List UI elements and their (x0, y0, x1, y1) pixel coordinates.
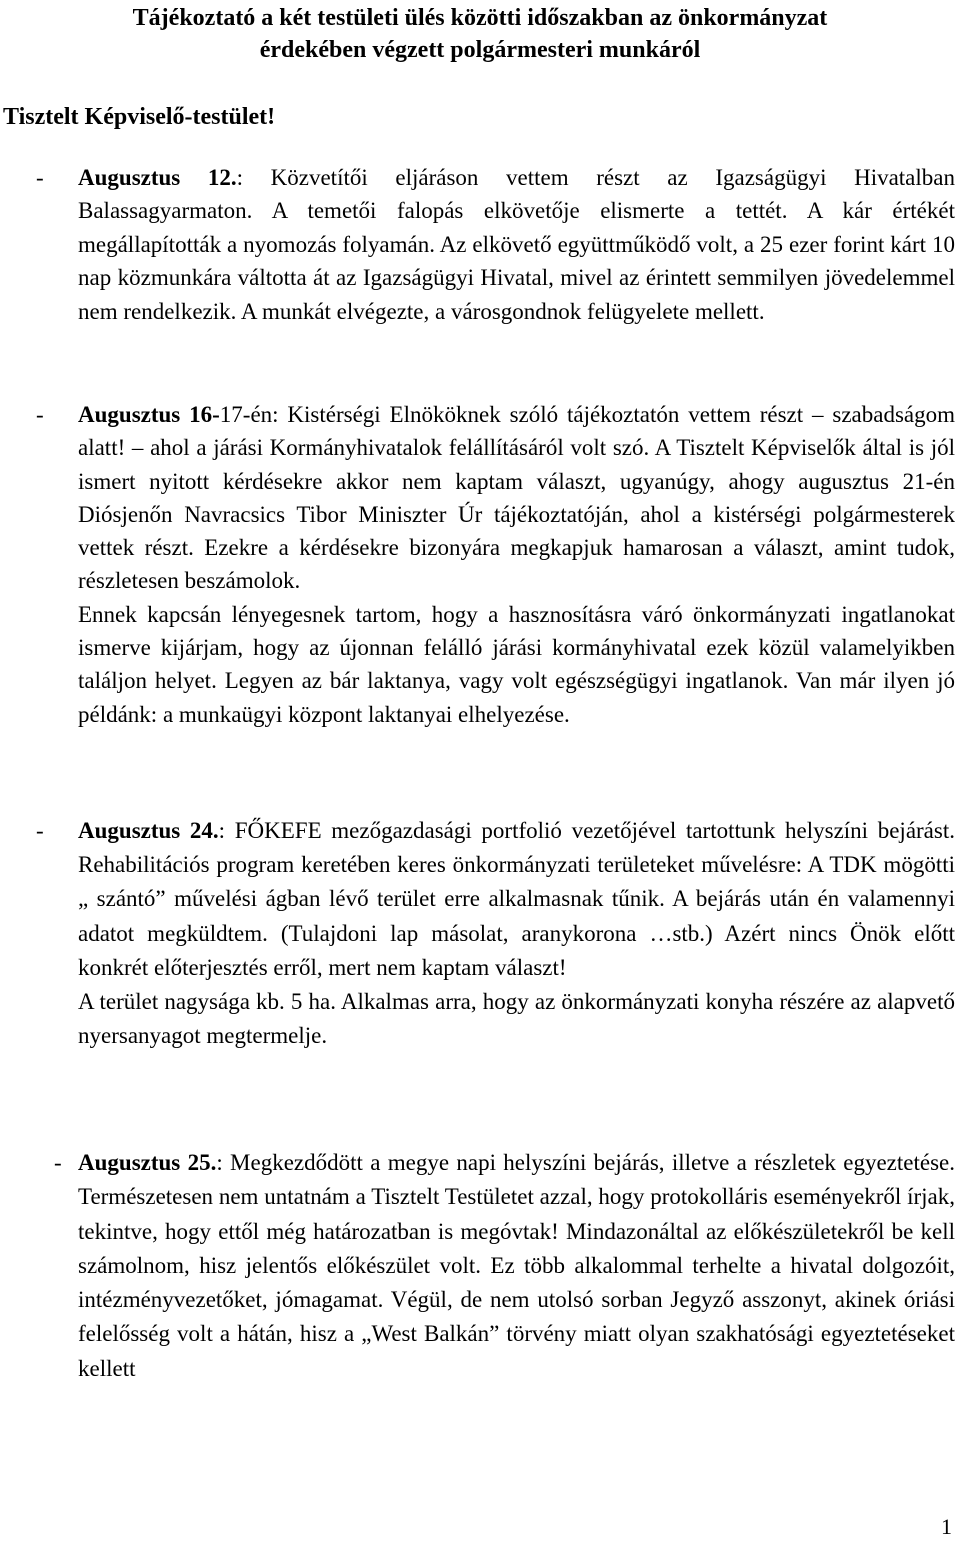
page-number: 1 (941, 1514, 952, 1539)
entry-paragraph-2: A terület nagysága kb. 5 ha. Alkalmas arra, hogy az önkormányzati konyha részére az alapvető nyersanyagot megtermelje. (78, 989, 955, 1049)
entry-date: Augusztus 12. (78, 165, 237, 190)
list-dash: - (36, 402, 44, 427)
entry-paragraph-2: Ennek kapcsán lényegesnek tartom, hogy a hasznosításra váró önkormányzati ingatlanokat ismerve kijárjam, hogy az újonnan felálló járási kormányhivatal ezek közül valamelyikben találjon helyet. Legyen az bár laktanya, vagy volt egészségügyi ingatlanok. Van már ilyen jó példánk: a munkaügyi központ laktanyai elhelyezése. (78, 601, 955, 727)
entry-text: 17-én: Kistérségi Elnököknek szóló tájékoztatón vettem részt – szabadságom alatt! – ahol a járási Kormányhivatalok felállításáról volt szó. A Tisztelt Képviselők által is jól ismert nyitott kérdésekre akkor nem kaptam választ, ugyanúgy, ahogy augusztus 21-én Diósjenőn Navracsics Tibor Miniszter Úr tájékoztatóján, ahol a kistérségi polgármesterek vettek részt. Ezekre a kérdésekre bizonyára megkapjuk hamarosan a választ, amint tudok, részletesen beszámolok. (78, 402, 955, 594)
entry-text: : Megkezdődött a megye napi helyszíni bejárás, illetve a részletek egyeztetése. Természetesen nem untatnám a Tisztelt Testületet azzal, hogy protokolláris eseményekről írjak, tekintve, hogy ettől még határozatban is megóvtak! Mindazonáltal az előkészületekről be kell számolnom, hisz jelentős előkészület volt. Ez több alkalommal terhelte a hivatal dolgozóit, intézményvezetőket, jómagamat. Végül, de nem utolsó sorban Jegyző asszonyt, akinek óriási felelősség volt a hátán, hisz a „West Balkán” törvény miatt olyan szakhatósági egyeztetéseket kellett (78, 1150, 955, 1381)
entry-august-16-17 (36, 398, 955, 731)
document-title-line-2: érdekében végzett polgármesteri munkáról (259, 37, 701, 63)
entry-august-24 (36, 814, 955, 1053)
list-dash: - (36, 165, 44, 190)
document-title-line-1: Tájékoztató a két testületi ülés közötti időszakban az önkormányzat (132, 5, 828, 31)
list-dash: - (36, 818, 44, 843)
entry-august-12 (36, 161, 955, 328)
entry-date: Augusztus 25. (78, 1150, 217, 1175)
entry-text: : FŐKEFE mezőgazdasági portfolió vezetőjével tartottunk helyszíni bejárást. Rehabilitációs program keretében keres önkormányzati területeket művelésre: A TDK mögötti „ szántó” művelési ágban lévő terület erre alkalmasnak tűnik. A bejárás után én valamennyi adatot megküldtem. (Tulajdoni lap másolat, aranykorona …stb.) Azért nincs Önök előtt konkrét előterjesztés erről, mert nem kaptam választ! (78, 818, 955, 980)
entry-august-25 (54, 1146, 955, 1386)
entry-date: Augusztus 24. (78, 818, 219, 843)
salutation: Tisztelt Képviselő-testület! (3, 104, 276, 130)
entry-text: : Közvetítői eljáráson vettem részt az Igazságügyi Hivatalban Balassagyarmaton. A temetői falopás elkövetője elismerte a tettét. A kár értékét megállapították a nyomozás folyamán. Az elkövető együttműködő volt, a 25 ezer forint kárt 10 nap közmunkára váltotta át az Igazságügyi Hivatal, mivel az érintett semmilyen jövedelemmel nem rendelkezik. A munkát elvégezte, a városgondnok felügyelete mellett. (78, 165, 955, 324)
list-dash: - (54, 1150, 62, 1175)
entry-date: Augusztus 16- (78, 402, 220, 427)
